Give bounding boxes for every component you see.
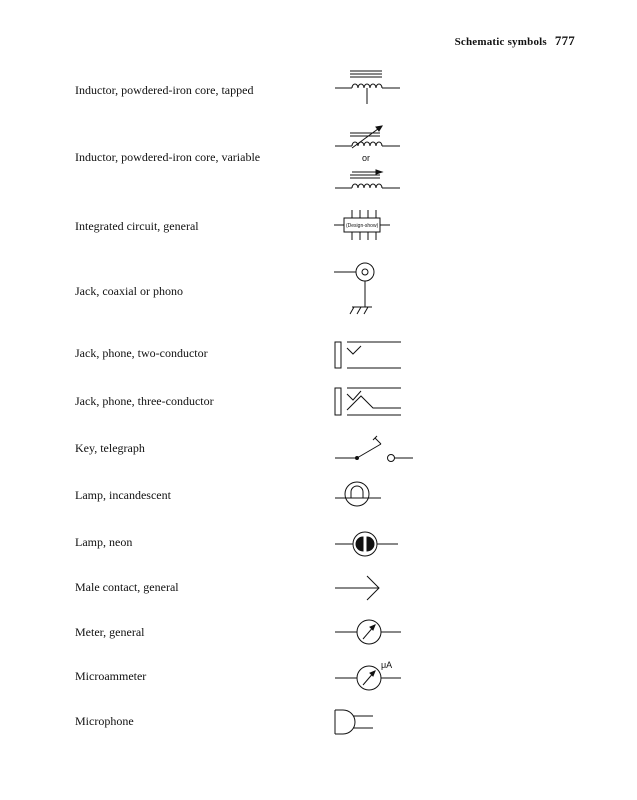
jack-coaxial-symbol [330, 262, 385, 322]
male-contact-symbol [333, 574, 385, 604]
label-jack-phone-two: Jack, phone, two-conductor [75, 346, 208, 360]
label-lamp-incandescent: Lamp, incandescent [75, 488, 171, 502]
label-key-telegraph: Key, telegraph [75, 441, 145, 455]
integrated-circuit-symbol [332, 210, 394, 242]
section-title: Schematic symbols [454, 36, 547, 48]
label-jack-coaxial: Jack, coaxial or phono [75, 284, 183, 298]
microamp-unit: μA [381, 660, 393, 670]
inductor-variable-symbol [330, 126, 405, 192]
meter-general-symbol [333, 618, 403, 648]
or-text: or [362, 153, 371, 163]
label-male-contact: Male contact, general [75, 580, 179, 594]
inductor-tapped-symbol [330, 68, 405, 108]
ic-box-text: (Design-show) [346, 223, 379, 229]
jack-phone-three-symbol [333, 386, 405, 418]
microphone-symbol [333, 708, 377, 736]
jack-phone-two-symbol [333, 340, 405, 370]
label-inductor-variable: Inductor, powdered-iron core, variable [75, 150, 261, 164]
page-header [455, 33, 575, 49]
label-jack-phone-three: Jack, phone, three-conductor [75, 394, 214, 408]
page-number: 777 [554, 33, 575, 48]
label-microammeter: Microammeter [75, 669, 147, 683]
key-telegraph-symbol [333, 436, 415, 466]
lamp-neon-symbol [333, 528, 401, 560]
microammeter-symbol [333, 660, 405, 694]
label-microphone: Microphone [75, 714, 134, 728]
lamp-incandescent-symbol [333, 478, 389, 510]
label-lamp-neon: Lamp, neon [75, 535, 133, 549]
label-inductor-tapped: Inductor, powdered-iron core, tapped [75, 83, 254, 97]
label-integrated-circuit: Integrated circuit, general [75, 219, 199, 233]
label-meter-general: Meter, general [75, 625, 145, 639]
